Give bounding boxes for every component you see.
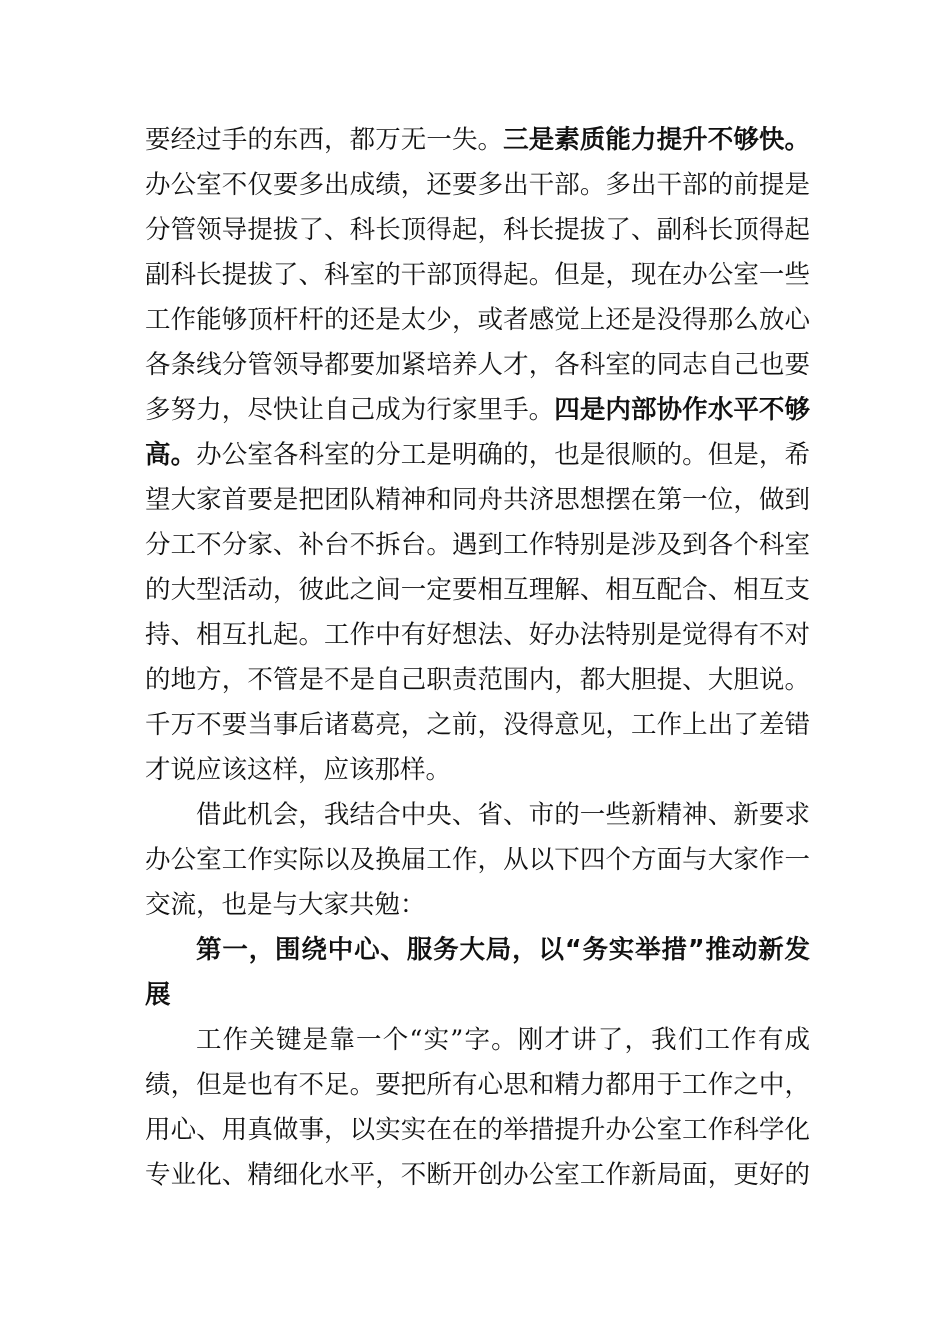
text-span: 的大型活动，彼此之间一定要相互理解、相互配合、相互支: [145, 575, 810, 605]
text-span: 望大家首要是把团队精神和同舟共济思想摆在第一位，做到: [145, 485, 810, 515]
text-span: 专业化、精细化水平，不断开创办公室工作新局面，更好的: [145, 1160, 810, 1190]
text-line: [145, 387, 810, 433]
text-line: [145, 297, 810, 343]
text-span: 千万不要当事后诸葛亮，之前，没得意见，工作上出了差错: [145, 710, 810, 740]
text-span: 办公室不仅要多出成绩，还要多出干部。多出干部的前提是: [145, 170, 810, 200]
text-line: [145, 162, 810, 208]
text-span: 分管领导提拔了、科长顶得起，科长提拔了、副科长顶得起: [145, 215, 810, 245]
text-line: [145, 207, 810, 253]
text-span: 才说应该这样，应该那样。: [145, 755, 452, 785]
text-line: [145, 1107, 810, 1153]
bold-phrase: 四是内部协作水平不够: [554, 395, 810, 425]
text-line: [145, 567, 810, 613]
text-span: 用心、用真做事，以实实在在的举措提升办公室工作科学化: [145, 1115, 810, 1145]
text-line: [145, 252, 810, 298]
text-line: [145, 117, 810, 163]
text-line: [145, 432, 810, 478]
text-line: [145, 837, 810, 883]
text-line: [145, 1152, 810, 1198]
text-span: 绩，但是也有不足。要把所有心思和精力都用于工作之中，: [145, 1070, 810, 1100]
text-line: [145, 522, 810, 568]
bold-phrase: 三是素质能力提升不够快。: [503, 125, 810, 155]
text-line: [145, 612, 810, 658]
heading-text: 展: [145, 980, 171, 1010]
bold-phrase: 高。: [145, 440, 197, 470]
text-span: 各条线分管领导都要加紧培养人才，各科室的同志自己也要: [145, 350, 810, 380]
section-heading-cont: [145, 972, 810, 1018]
text-line: [145, 747, 810, 793]
text-span: 持、相互扎起。工作中有好想法、好办法特别是觉得有不对: [145, 620, 810, 650]
text-line: [196, 1017, 810, 1063]
text-span: 副科长提拔了、科室的干部顶得起。但是，现在办公室一些: [145, 260, 810, 290]
text-span: 的地方，不管是不是自己职责范围内，都大胆提、大胆说。: [145, 665, 810, 695]
text-span: 多努力，尽快让自己成为行家里手。: [145, 395, 555, 425]
section-heading: [196, 927, 810, 973]
text-span: 交流，也是与大家共勉：: [145, 890, 426, 920]
text-line: [145, 702, 810, 748]
text-span: 办公室各科室的分工是明确的，也是很顺的。但是，希: [196, 440, 810, 470]
text-line: [196, 792, 810, 838]
text-line: [145, 657, 810, 703]
text-span: 借此机会，我结合中央、省、市的一些新精神、新要求: [196, 800, 810, 830]
text-line: [145, 882, 810, 928]
text-line: [145, 477, 810, 523]
text-span: 工作关键是靠一个“实”字。刚才讲了，我们工作有成: [196, 1025, 810, 1055]
text-span: 分工不分家、补台不拆台。遇到工作特别是涉及到各个科室: [145, 530, 810, 560]
text-line: [145, 342, 810, 388]
text-line: [145, 1062, 810, 1108]
text-span: 工作能够顶杆杆的还是太少，或者感觉上还是没得那么放心: [145, 305, 810, 335]
heading-text: 第一，围绕中心、服务大局，以“务实举措”推动新发: [196, 935, 810, 965]
text-span: 办公室工作实际以及换届工作，从以下四个方面与大家作一: [145, 845, 810, 875]
text-span: 要经过手的东西，都万无一失。: [145, 125, 504, 155]
